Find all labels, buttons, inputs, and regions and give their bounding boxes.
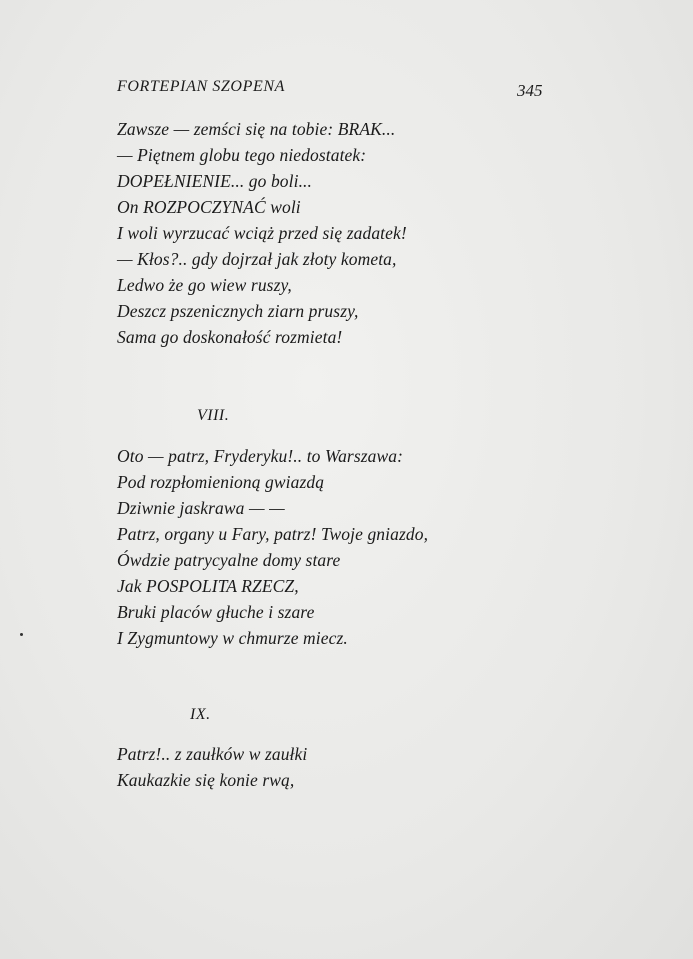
verse-line: I woli wyrzucać wciąż przed się zadatek!	[117, 223, 407, 243]
ink-speck	[20, 633, 23, 636]
verse-line: Pod rozpłomienioną gwiazdą	[117, 472, 325, 492]
verse-line: Zawsze — zemści się na tobie: BRAK...	[117, 119, 396, 139]
verse-line: Ówdzie patrycyalne domy stare	[117, 550, 341, 570]
verse-line: DOPEŁNIENIE... go boli...	[117, 171, 312, 191]
verse-line: Oto — patrz, Fryderyku!.. to Warszawa:	[117, 446, 404, 466]
verse-line: Dziwnie jaskrawa — —	[117, 498, 285, 518]
verse-line: Patrz!.. z zaułków w zaułki	[117, 744, 308, 764]
section-number: IX.	[190, 706, 211, 723]
verse-line: I Zygmuntowy w chmurze miecz.	[117, 628, 348, 648]
running-title: FORTEPIAN SZOPENA	[117, 78, 285, 95]
page-number: 345	[517, 81, 543, 100]
verse-line: Patrz, organy u Fary, patrz! Twoje gniazdo,	[117, 524, 429, 544]
verse-line: — Piętnem globu tego niedostatek:	[117, 145, 367, 165]
section-number: VIII.	[197, 407, 230, 424]
verse-line: On ROZPOCZYNAĆ woli	[117, 197, 301, 217]
verse-line: — Kłos?.. gdy dojrzał jak złoty kometa,	[117, 249, 397, 269]
verse-line: Deszcz pszenicznych ziarn pruszy,	[117, 301, 359, 321]
verse-line: Kaukazkie się konie rwą,	[117, 770, 295, 790]
verse-line: Jak POSPOLITA RZECZ,	[117, 576, 299, 596]
verse-line: Ledwo że go wiew ruszy,	[117, 275, 292, 295]
verse-line: Bruki placów głuche i szare	[117, 602, 315, 622]
verse-line: Sama go doskonałość rozmieta!	[117, 327, 343, 347]
